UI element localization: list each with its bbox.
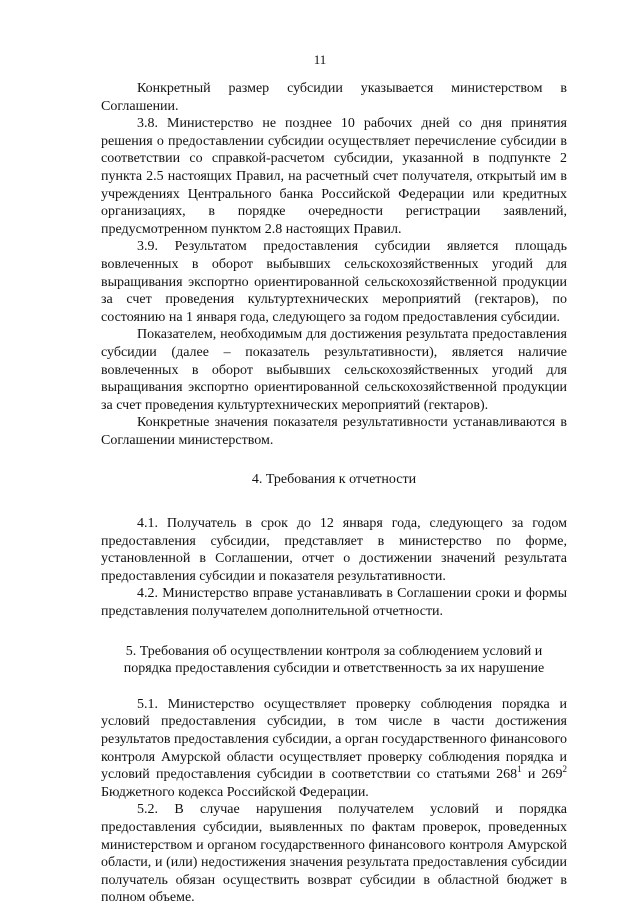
document-body — [101, 80, 567, 907]
paragraph-indicator-values: Конкретные значения показателя результативности устанавливаются в Соглашении министерством. — [101, 415, 567, 448]
paragraph-5-1-and: и 269 — [521, 767, 563, 783]
paragraph-3-8: 3.8. Министерство не позднее 10 рабочих дней со дня принятия решения о предоставлении субсидии осуществляет перечисление субсидии в соответствии со справкой-расчетом субсидии, указанной в подпункте 2 пункта 2.5 настоящих Правил, на расчетный счет получателя, открытый им в учреждениях Центрального банка Российской Федерации или кредитных организациях, в порядке очередности регистрации заявлений, предусмотренном пунктом 2.8 настоящих Правил. — [101, 116, 567, 237]
section-5-heading-line-2: порядка предоставления субсидии и ответственность за их нарушение — [123, 661, 545, 677]
paragraph-4-1: 4.1. Получатель в срок до 12 января года, следующего за годом предоставления субсидии, представляет в министерство по форме, установленной в Соглашении, отчет о достижении значений результата предоставления субсидии и показателя результативности. — [101, 516, 567, 584]
paragraph-5-1-end: Бюджетного кодекса Российской Федерации. — [101, 784, 369, 800]
paragraph-5-1-text: 5.1. Министерство осуществляет проверку соблюдения порядка и условий предоставления субсидии, в том числе в части достижения результатов предоставления субсидии, а орган государственного финансового контроля Амурской области осуществляет проверку соблюдения порядка и условий предоставления субсидии в соответствии со статьями 268 — [101, 696, 567, 783]
paragraph-performance-indicator: Показателем, необходимым для достижения результата предоставления субсидии (далее – показатель результативности), является наличие вовлеченных в оборот выбывших сельскохозяйственных угодий для выращивания экспортно ориентированной сельскохозяйственной продукции за счет проведения культуртехнических мероприятий (гектаров). — [101, 327, 567, 413]
paragraph-4-2: 4.2. Министерство вправе устанавливать в Соглашении сроки и формы представления получателем дополнительной отчетности. — [101, 586, 567, 620]
paragraph-5-2: 5.2. В случае нарушения получателем условий и порядка предоставления субсидии, выявленных по фактам проверок, проведенных министерством и органом государственного финансового контроля Амурской области, и (или) недостижения значения результата предоставления субсидии получатель обязан осуществить возврат субсидии в областной бюджет в полном объеме. — [101, 802, 567, 906]
paragraph-subsidy-amount: Конкретный размер субсидии указывается министерством в Соглашении. — [101, 81, 567, 114]
paragraph-3-9: 3.9. Результатом предоставления субсидии является площадь вовлеченных в оборот выбывших сельскохозяйственных угодий для выращивания экспортно ориентированной сельскохозяйственной продукции за счет проведения культуртехнических мероприятий (гектаров), по состоянию на 1 января года, следующего за годом предоставления субсидии. — [101, 239, 567, 325]
section-4-heading: 4. Требования к отчетности — [251, 472, 417, 488]
article-269-superscript: 2 — [562, 764, 567, 775]
section-5-heading-line-1: 5. Требования об осуществлении контроля за соблюдением условий и — [125, 643, 543, 659]
page-number: 11 — [313, 52, 327, 67]
section-5-heading — [101, 643, 567, 678]
article-268-superscript: 1 — [517, 764, 522, 775]
paragraph-5-1 — [101, 696, 567, 802]
